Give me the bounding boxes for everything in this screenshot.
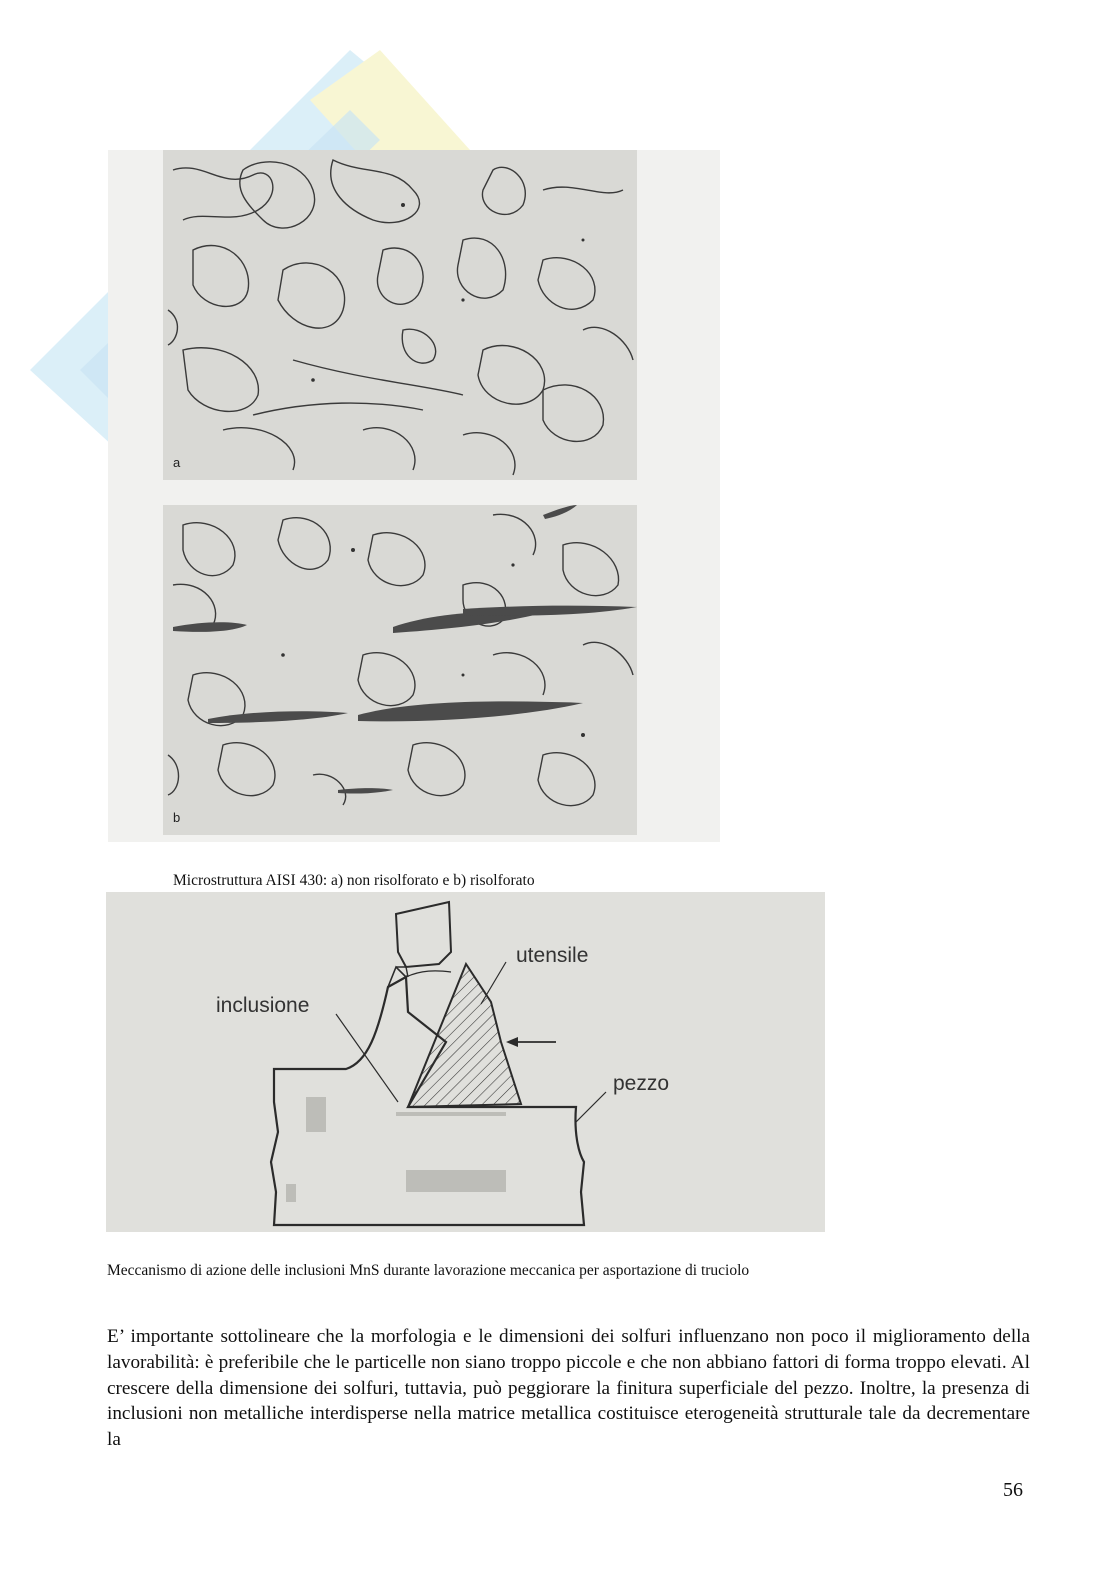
chip-top-fragment <box>396 902 451 967</box>
body-paragraph: E’ importante sottolineare che la morfologia e le dimensioni dei solfuri influenzano non poco il miglioramento della lavorabilità: è preferibile che le particelle non siano troppo piccole e che non abbiano fattori di forma troppo elevati. Al crescere della dimensione dei solfuri, tuttavia, può peggiorare la finitura superficiale del pezzo. Inoltre, la presenza di inclusioni non metalliche interdisperse nella matrice metallica costituisce eterogeneità strutturale tale da decrementare la <box>107 1326 1030 1451</box>
label-utensile: utensile <box>516 944 589 967</box>
micrograph-figure <box>108 150 720 842</box>
page-number: 56 <box>1003 1479 1023 1501</box>
cutting-diagram <box>106 892 825 1232</box>
label-inclusione: inclusione <box>216 994 310 1017</box>
label-pezzo: pezzo <box>613 1072 670 1095</box>
diagram-caption: Meccanismo di azione delle inclusioni MnS durante lavorazione meccanica per asportazione di truciolo <box>107 1262 750 1279</box>
micrograph-panel-b <box>163 505 637 835</box>
micrograph-panel-a <box>163 150 637 480</box>
panel-label-b: b <box>173 810 181 825</box>
tool-shape <box>408 964 521 1107</box>
panel-label-a: a <box>173 455 181 470</box>
micrograph-caption: Microstruttura AISI 430: a) non risolforato e b) risolforato <box>173 872 535 889</box>
chip-outline <box>388 967 406 987</box>
